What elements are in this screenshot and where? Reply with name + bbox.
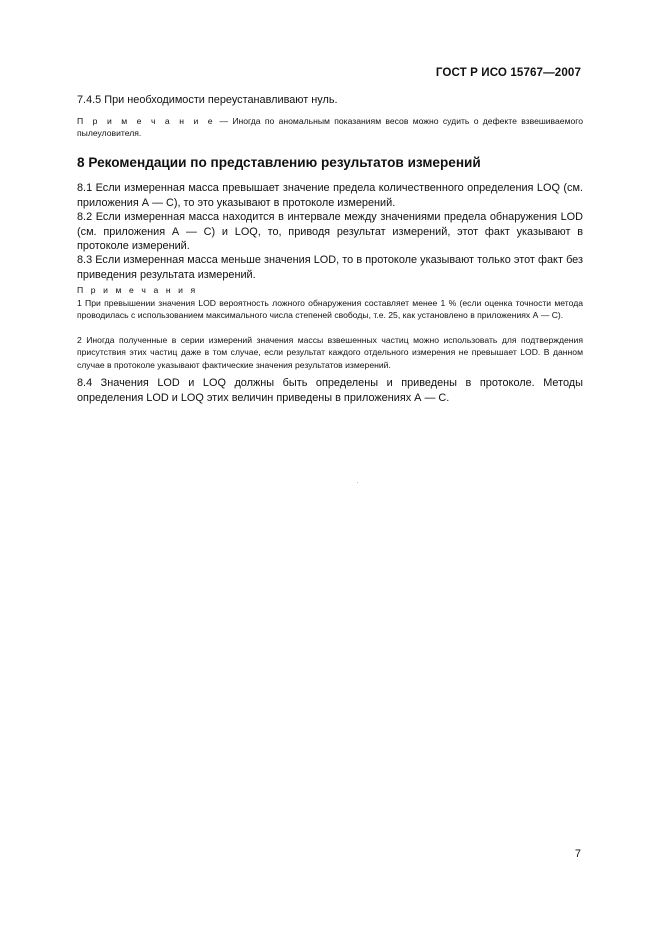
paragraph-8-2: 8.2 Если измеренная масса находится в интервале между значениями предела обнаружения LOD (см. приложения А — С) и LOQ, то, приводя результат измерений, этот факт указывают в протоколе измерений. xyxy=(77,211,583,253)
note-7-4-5 xyxy=(77,115,583,140)
notes-label: П р и м е ч а н и я xyxy=(77,285,198,295)
page-number: 7 xyxy=(574,848,581,860)
scan-dot xyxy=(357,482,358,483)
note-text: — Иногда по аномальным показаниям весов можно судить о дефекте взвешиваемого пылеуловителя. xyxy=(77,116,583,139)
paragraph-8-1: 8.1 Если измеренная масса превышает значение предела количественного определения LOQ (см. приложения А — С), то это указывают в протоколе измерений. xyxy=(77,182,583,209)
paragraph-8-4: 8.4 Значения LOD и LOQ должны быть определены и приведены в протоколе. Методы определения LOD и LOQ этих величин приведены в приложениях А — С. xyxy=(77,377,583,404)
note-2: 2 Иногда полученные в серии измерений значения массы взвешенных частиц можно использовать для подтверждения присутствия этих частиц даже в том случае, если результат каждого отдельного измерения не превышает LOD. В данном случае в протоколе указывают фактические значения результатов измерений. xyxy=(77,335,583,370)
section-8-title: 8 Рекомендации по представлению результатов измерений xyxy=(77,155,481,170)
note-label: П р и м е ч а н и е xyxy=(77,116,216,126)
standard-header: ГОСТ Р ИСО 15767—2007 xyxy=(435,66,581,79)
paragraph-8-3: 8.3 Если измеренная масса меньше значения LOD, то в протоколе указывают только этот факт без приведения результата измерений. xyxy=(77,254,583,281)
note-1: 1 При превышении значения LOD вероятность ложного обнаружения составляет менее 1 % (если оценка точности метода проводилась с использованием максимального числа степеней свободы, т.е. 25, как установлено в приложениях А — С). xyxy=(77,298,583,321)
paragraph-7-4-5: 7.4.5 При необходимости переустанавливают нуль. xyxy=(77,94,338,106)
